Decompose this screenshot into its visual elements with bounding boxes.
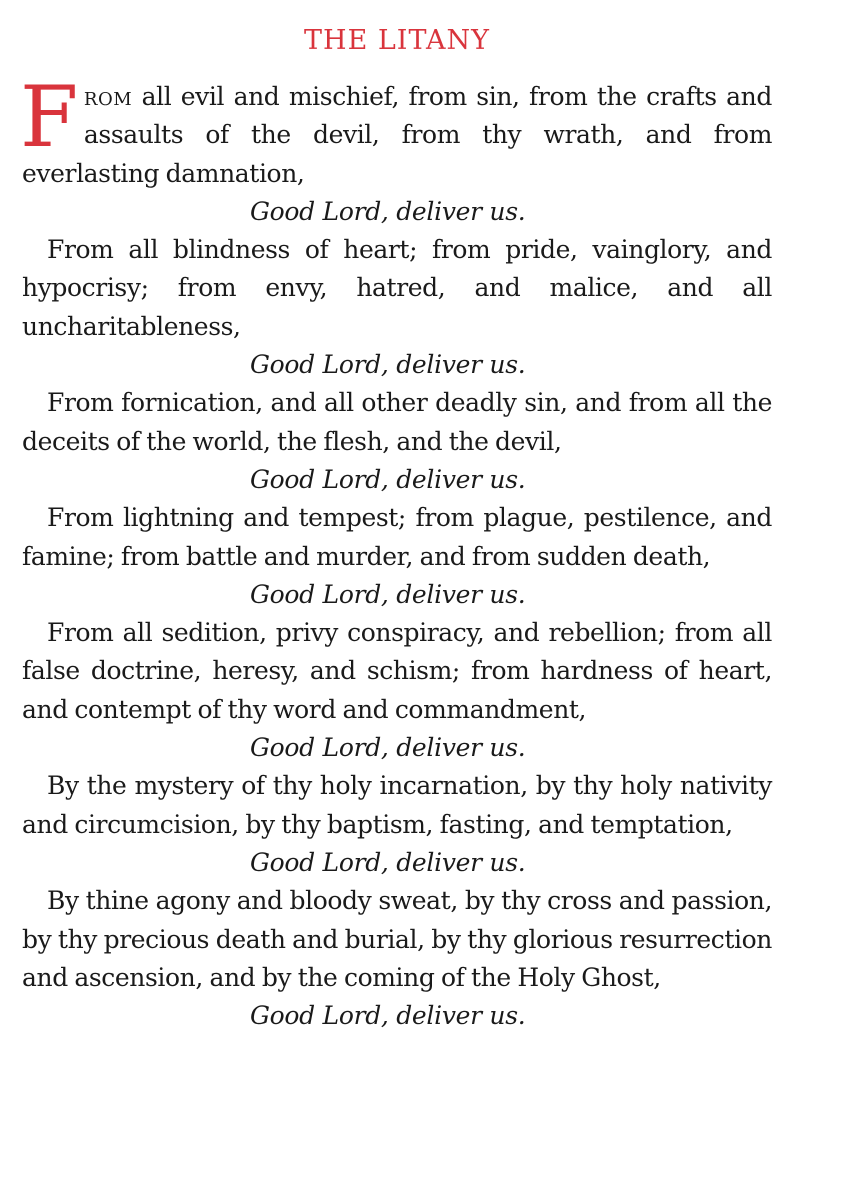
response-7: Good Lord, deliver us. <box>250 1001 526 1031</box>
verse-1 <box>20 68 772 193</box>
verse-2: From all blindness of heart; from pride, vainglory, and hypocrisy; from envy, hatred, and malice, and all uncharitableness, <box>22 235 772 341</box>
litany-page <box>22 22 772 1035</box>
verse-3: From fornication, and all other deadly sin, and from all the deceits of the world, the flesh, and the devil, <box>22 388 772 456</box>
verse-4: From lightning and tempest; from plague, pestilence, and famine; from battle and murder, and from sudden death, <box>22 503 772 571</box>
drop-cap: F <box>20 68 78 166</box>
verse-5: From all sedition, privy conspiracy, and rebellion; from all false doctrine, heresy, and schism; from hardness of heart, and contempt of thy word and commandment, <box>22 618 772 724</box>
response-1: Good Lord, deliver us. <box>250 196 526 226</box>
verse-1-text: all evil and mischief, from sin, from the crafts and assaults of the devil, from thy wrath, and from everlasting damnation, <box>22 82 772 188</box>
response-4: Good Lord, deliver us. <box>250 579 526 609</box>
first-word-small-caps: rom <box>83 82 133 111</box>
verse-6: By the mystery of thy holy incarnation, by thy holy nativity and circumcision, by thy baptism, fasting, and temptation, <box>22 771 772 839</box>
response-3: Good Lord, deliver us. <box>250 464 526 494</box>
page-title: THE LITANY <box>304 25 490 56</box>
response-6: Good Lord, deliver us. <box>250 847 526 877</box>
response-5: Good Lord, deliver us. <box>250 733 526 763</box>
response-2: Good Lord, deliver us. <box>250 350 526 380</box>
verse-7: By thine agony and bloody sweat, by thy cross and passion, by thy precious death and burial, by thy glorious resurrection and ascension, and by the coming of the Holy Ghost, <box>22 886 772 992</box>
